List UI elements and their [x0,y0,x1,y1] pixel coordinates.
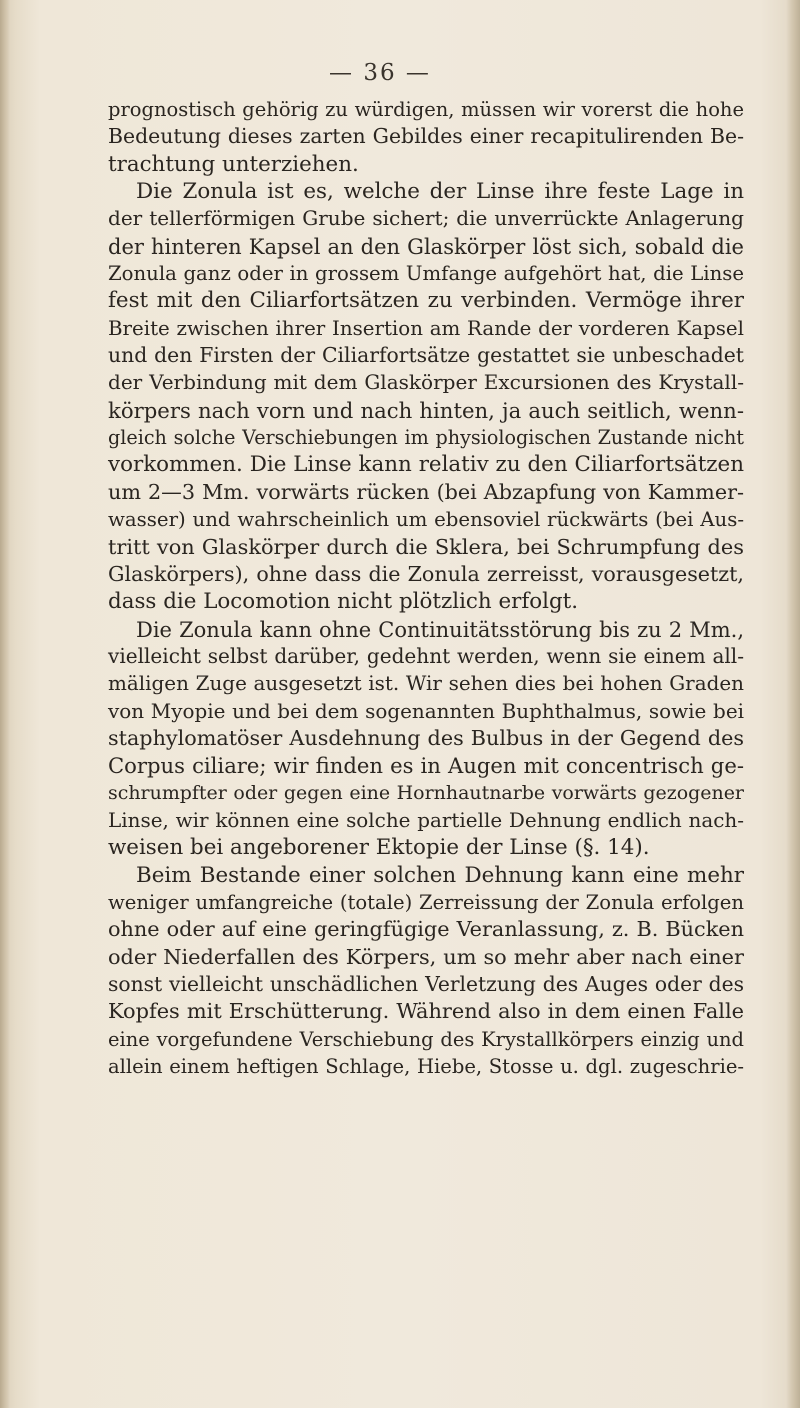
text-line: eine vorgefundene Verschiebung des Krystallkörpers einzig und [108,1027,744,1051]
paragraph-2 [108,178,744,616]
text-line: Die Zonula ist es, welche der Linse ihre feste Lage in [136,179,744,205]
text-line: Kopfes mit Erschütterung. Während also in dem einen Falle [108,999,744,1024]
text-line: körpers nach vorn und nach hinten, ja auch seitlich, wenn- [108,397,744,423]
paragraph-1 [108,96,744,178]
text-line: weniger umfangreiche (totale) Zerreissung der Zonula erfolgen [108,890,744,914]
text-line: sonst vielleicht unschädlichen Verletzung des Auges oder des [108,972,744,996]
text-line: vielleicht selbst darüber, gedehnt werden, wenn sie einem all- [108,643,744,668]
text-line: Bedeutung dieses zarten Gebildes einer recapitulirenden Be- [108,124,744,149]
text-line: vorkommen. Die Linse kann relativ zu den Ciliarfortsätzen [108,452,744,478]
text-line: tritt von Glaskörper durch die Sklera, bei Schrumpfung des [108,534,744,559]
text-line: allein einem heftigen Schlage, Hiebe, Stosse u. dgl. zugeschrie- [108,1055,744,1079]
body-text [108,96,744,1080]
text-line: schrumpfter oder gegen eine Hornhautnarbe vorwärts gezogener [108,781,744,804]
text-line: prognostisch gehörig zu würdigen, müssen wir vorerst die hohe [108,98,744,121]
text-line: der hinteren Kapsel an den Glaskörper löst sich, sobald die [108,233,744,259]
text-line: Beim Bestande einer solchen Dehnung kann eine mehr [136,862,744,888]
text-line: und den Firsten der Ciliarfortsätze gestattet sie unbeschadet [108,343,744,368]
text-line: gleich solche Verschiebungen im physiologischen Zustande nicht [108,426,744,450]
text-line: trachtung unterziehen. [108,151,359,177]
paragraph-3 [108,616,744,862]
text-line: der Verbindung mit dem Glaskörper Excursionen des Krystall- [108,370,744,395]
page-number: — 36 — [329,60,431,86]
text-line: oder Niederfallen des Körpers, um so mehr aber nach einer [108,944,744,969]
text-line: Zonula ganz oder in grossem Umfange aufgehört hat, die Linse [108,262,744,286]
text-line: Breite zwischen ihrer Insertion am Rande der vorderen Kapsel [108,316,744,340]
text-line: Linse, wir können eine solche partielle Dehnung endlich nach- [108,807,744,832]
text-line: um 2—3 Mm. vorwärts rücken (bei Abzapfung von Kammer- [108,479,744,504]
text-line: fest mit den Ciliarfortsätzen zu verbinden. Vermöge ihrer [108,288,744,314]
page-right-edge [786,0,800,1408]
text-line: wasser) und wahrscheinlich um ebensoviel rückwärts (bei Aus- [108,508,744,532]
paragraph-4 [108,862,744,1081]
text-line: staphylomatöser Ausdehnung des Bulbus in der Gegend des [108,725,744,750]
text-line: dass die Locomotion nicht plötzlich erfolgt. [108,589,579,615]
text-line: mäligen Zuge ausgesetzt ist. Wir sehen dies bei hohen Graden [108,671,744,696]
text-line: Glaskörpers), ohne dass die Zonula zerreisst, vorausgesetzt, [108,561,744,586]
text-line: ohne oder auf eine geringfügige Veranlassung, z. B. Bücken [108,917,744,942]
page-left-edge [0,0,10,1408]
text-line: der tellerförmigen Grube sichert; die unverrückte Anlagerung [108,206,744,231]
text-line: weisen bei angeborener Ektopie der Linse (§. 14). [108,835,650,861]
text-line: Die Zonula kann ohne Continuitätsstörung bis zu 2 Mm., [136,616,744,642]
text-line: von Myopie und bei dem sogenannten Buphthalmus, sowie bei [108,698,744,723]
text-line: Corpus ciliare; wir finden es in Augen mit concentrisch ge- [108,753,744,779]
